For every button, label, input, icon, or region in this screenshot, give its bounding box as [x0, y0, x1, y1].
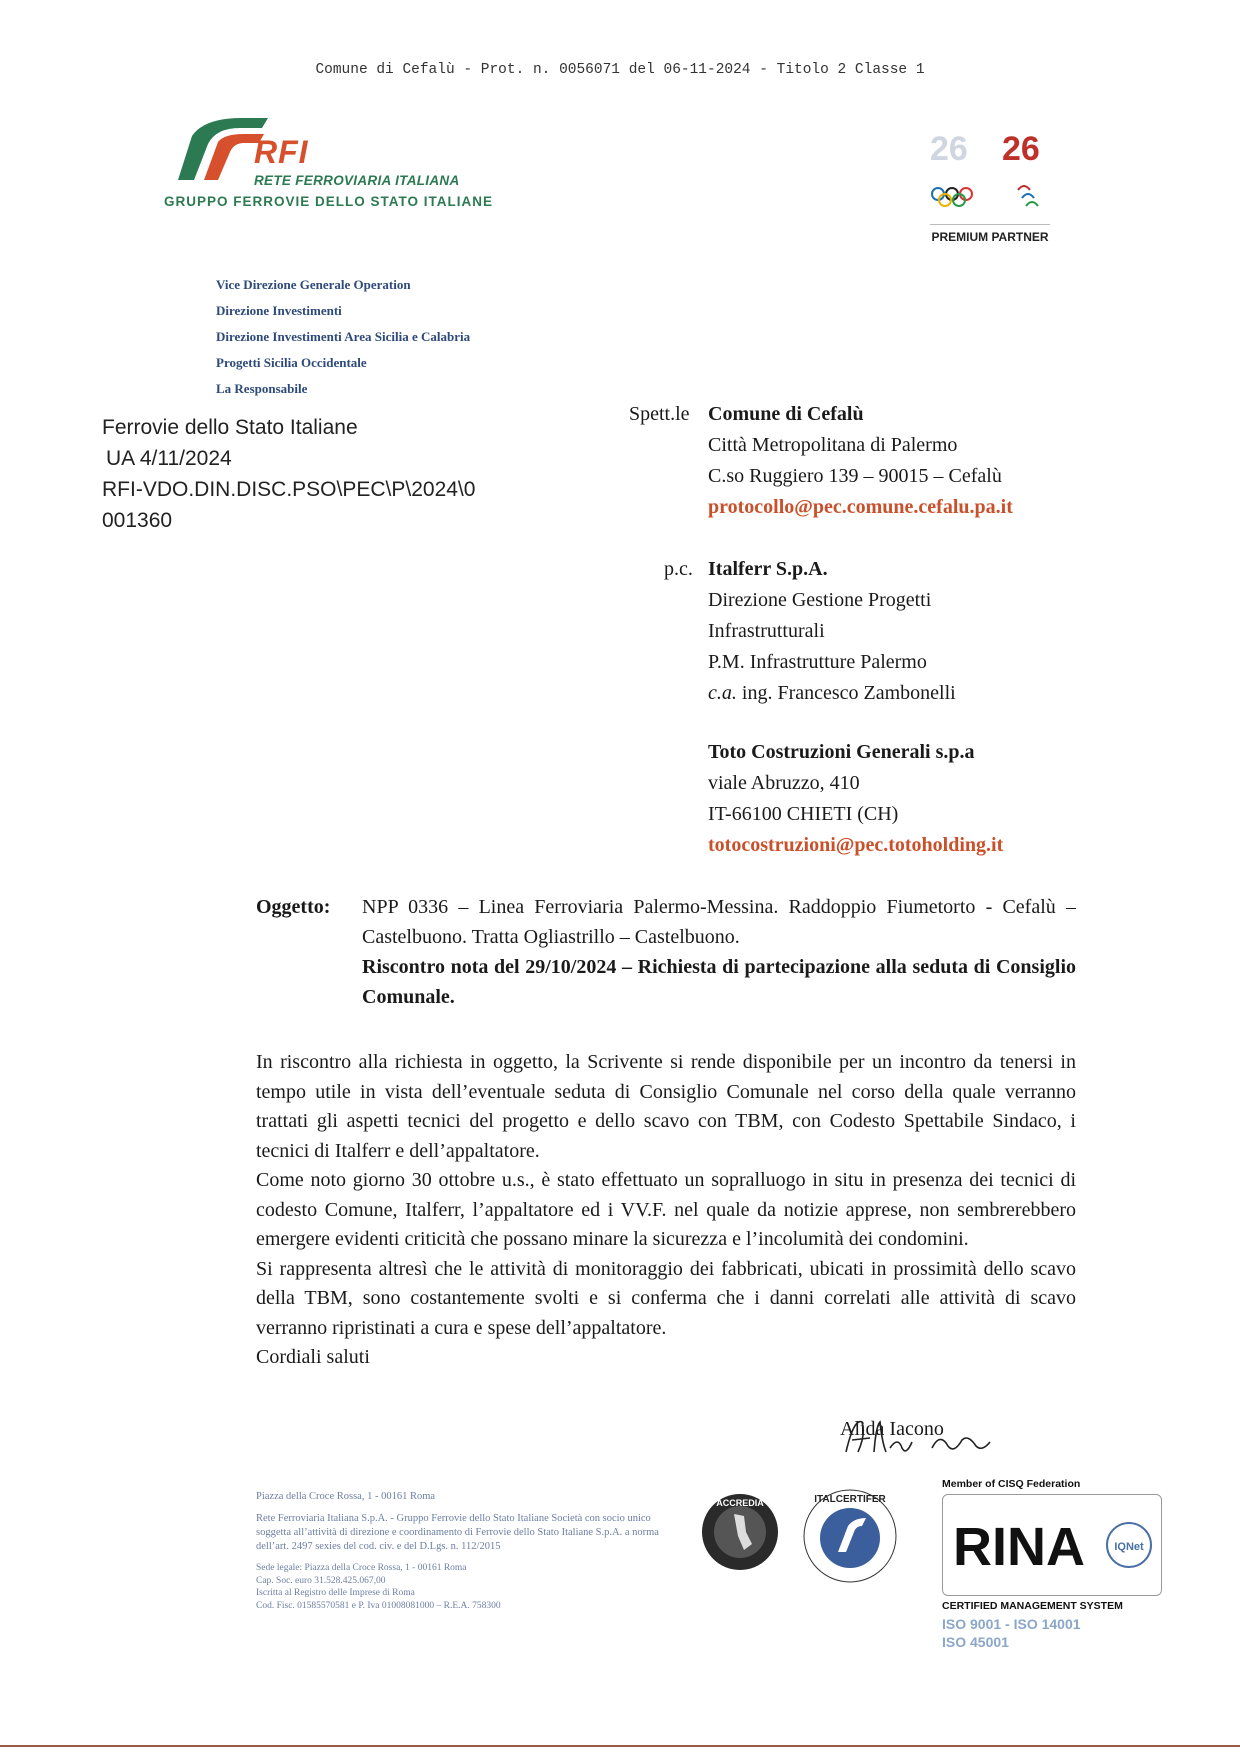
cc-attention: c.a.: [708, 682, 737, 704]
body-paragraph: Come noto giorno 30 ottobre u.s., è stato effettuato un sopralluogo in situ in presenza dei tecnici di codesto Comune, Italferr, l’appaltatore ed i VV.F. nel quale da notizie apprese, non sembrerebbero emergere evidenti criticità che possano minare la sicurezza e l’incolumità dei condomini.: [256, 1169, 1076, 1250]
rina-member-label: Member of CISQ Federation: [942, 1478, 1081, 1490]
footer-legal: Sede legale: Piazza della Croce Rossa, 1 - 00161 Roma: [256, 1563, 467, 1573]
svg-text:26: 26: [1002, 130, 1040, 168]
letter-body: [256, 1048, 1076, 1373]
department-line: Direzione Investimenti: [216, 303, 342, 318]
subject-text: NPP 0336 – Linea Ferroviaria Palermo-Messina. Raddoppio Fiumetorto - Cefalù – Castelbuono. Tratta Ogliastrillo – Castelbuono.: [362, 896, 1076, 948]
department-line: Vice Direzione Generale Operation: [216, 277, 411, 292]
svg-text:ITALCERTIFER: ITALCERTIFER: [814, 1494, 886, 1505]
footer-legal: Iscritta al Registro delle Imprese di Roma: [256, 1588, 415, 1598]
recipient-email-link[interactable]: protocollo@pec.comune.cefalu.pa.it: [708, 496, 1013, 518]
cc2-line: IT-66100 CHIETI (CH): [708, 803, 899, 825]
cc2-email-link[interactable]: totocostruzioni@pec.totoholding.it: [708, 834, 1004, 856]
olympics-emblem-icon: [910, 120, 1070, 220]
protocol-line: RFI-VDO.DIN.DISC.PSO\PEC\P\2024\0: [102, 478, 476, 501]
protocol-stamp-top: Comune di Cefalù - Prot. n. 0056071 del 06-11-2024 - Titolo 2 Classe 1: [315, 62, 925, 78]
protocol-line: UA 4/11/2024: [106, 447, 232, 470]
recipient-line: Città Metropolitana di Palermo: [708, 434, 958, 456]
rfi-subtitle: RETE FERROVIARIA ITALIANA: [254, 173, 460, 188]
body-paragraph: Si rappresenta altresì che le attività di monitoraggio dei fabbricati, ubicati in prossimità dello scavo della TBM, sono costantemente svolti e si conferma che i danni correlati alle attività di scavo verranno ripristinati a cura e spese dell’appaltatore.: [256, 1257, 1076, 1339]
cc2-line: viale Abruzzo, 410: [708, 772, 860, 794]
footer-legal: Cod. Fisc. 01585570581 e P. Iva 01008081000 – R.E.A. 758300: [256, 1600, 501, 1611]
cc-line: Infrastrutturali: [708, 620, 825, 642]
handwritten-signature-icon: [840, 1412, 1000, 1462]
iso-list: ISO 45001: [942, 1634, 1009, 1650]
protocol-block: [102, 412, 475, 536]
subject-bold-text: Riscontro nota del 29/10/2024 – Richiesta di partecipazione alla seduta di Consiglio Comunale.: [362, 956, 1076, 1008]
footer-company: Rete Ferroviaria Italiana S.p.A. - Gruppo Ferrovie dello Stato Italiane Società con socio unico soggetta all’attività di direzione e coordinamento di Ferrovie dello Stato Italiane S.p.A. a norma dell’art. 2497 sexies del cod. civ. e del D.Lgs. n. 112/2015: [256, 1513, 659, 1552]
svg-text:ACCREDIA: ACCREDIA: [716, 1498, 764, 1508]
cc2-name: Toto Costruzioni Generali s.p.a: [708, 741, 975, 763]
rfi-logo: [164, 114, 534, 214]
subject-block: [256, 892, 1076, 1012]
rina-certification: [942, 1478, 1162, 1650]
rfi-name: RFI: [254, 134, 309, 170]
italcertifer-seal-icon: [800, 1486, 900, 1586]
rina-logo-text: RINA: [953, 1517, 1085, 1577]
partner-label: PREMIUM PARTNER: [931, 230, 1049, 244]
recipient-name: Comune di Cefalù: [708, 403, 864, 425]
department-header: [216, 272, 470, 402]
rina-logo-icon: [953, 1513, 1153, 1577]
accredia-seal-icon: [700, 1492, 780, 1572]
olympics-partner-logo: [910, 120, 1070, 250]
protocol-line: 001360: [102, 509, 173, 532]
cc-block: [708, 554, 956, 709]
svg-text:IQNet: IQNet: [1114, 1541, 1144, 1553]
cc-line: [708, 678, 956, 709]
protocol-line: Ferrovie dello Stato Italiane: [102, 416, 358, 439]
footer-block: [256, 1490, 676, 1612]
department-line: Direzione Investimenti Area Sicilia e Calabria: [216, 329, 471, 344]
subject-body: [362, 892, 1076, 1012]
iso-list: ISO 9001 - ISO 14001: [942, 1616, 1081, 1632]
partner-divider: [930, 224, 1050, 225]
body-paragraph: In riscontro alla richiesta in oggetto, la Scrivente si rende disponibile per un incontro da tenersi in tempo utile in vista dell’eventuale seduta di Consiglio Comunale nel corso della quale verranno trattati gli aspetti tecnici del progetto e dello scavo con TBM, con Codesto Spettabile Sindaco, i tecnici di Italferr e dell’appaltatore.: [256, 1051, 1076, 1162]
rina-logo-box: [942, 1494, 1162, 1596]
svg-text:26: 26: [930, 130, 968, 168]
recipient-block: [708, 399, 1013, 523]
rfi-group: GRUPPO FERROVIE DELLO STATO ITALIANE: [164, 194, 494, 209]
closing: Cordiali saluti: [256, 1346, 370, 1368]
cc-attention-name: ing. Francesco Zambonelli: [736, 682, 956, 704]
recipient-line: C.so Ruggiero 139 – 90015 – Cefalù: [708, 465, 1002, 487]
cc-label: p.c.: [664, 558, 693, 580]
cc-name: Italferr S.p.A.: [708, 558, 828, 580]
rina-cms-label: CERTIFIED MANAGEMENT SYSTEM: [942, 1600, 1123, 1612]
department-line: La Responsabile: [216, 381, 308, 396]
recipient-label: Spett.le: [629, 403, 690, 425]
footer-address: Piazza della Croce Rossa, 1 - 00161 Roma: [256, 1491, 436, 1502]
signatory-name: Alida Iacono: [840, 1418, 944, 1440]
subject-label: Oggetto:: [256, 896, 331, 918]
cc2-block: [708, 737, 1003, 861]
footer-legal: Cap. Soc. euro 31.528.425.067,00: [256, 1575, 386, 1586]
cc-line: P.M. Infrastrutture Palermo: [708, 651, 927, 673]
cc-line: Direzione Gestione Progetti: [708, 589, 932, 611]
department-line: Progetti Sicilia Occidentale: [216, 355, 367, 370]
bottom-divider: [0, 1745, 1240, 1747]
